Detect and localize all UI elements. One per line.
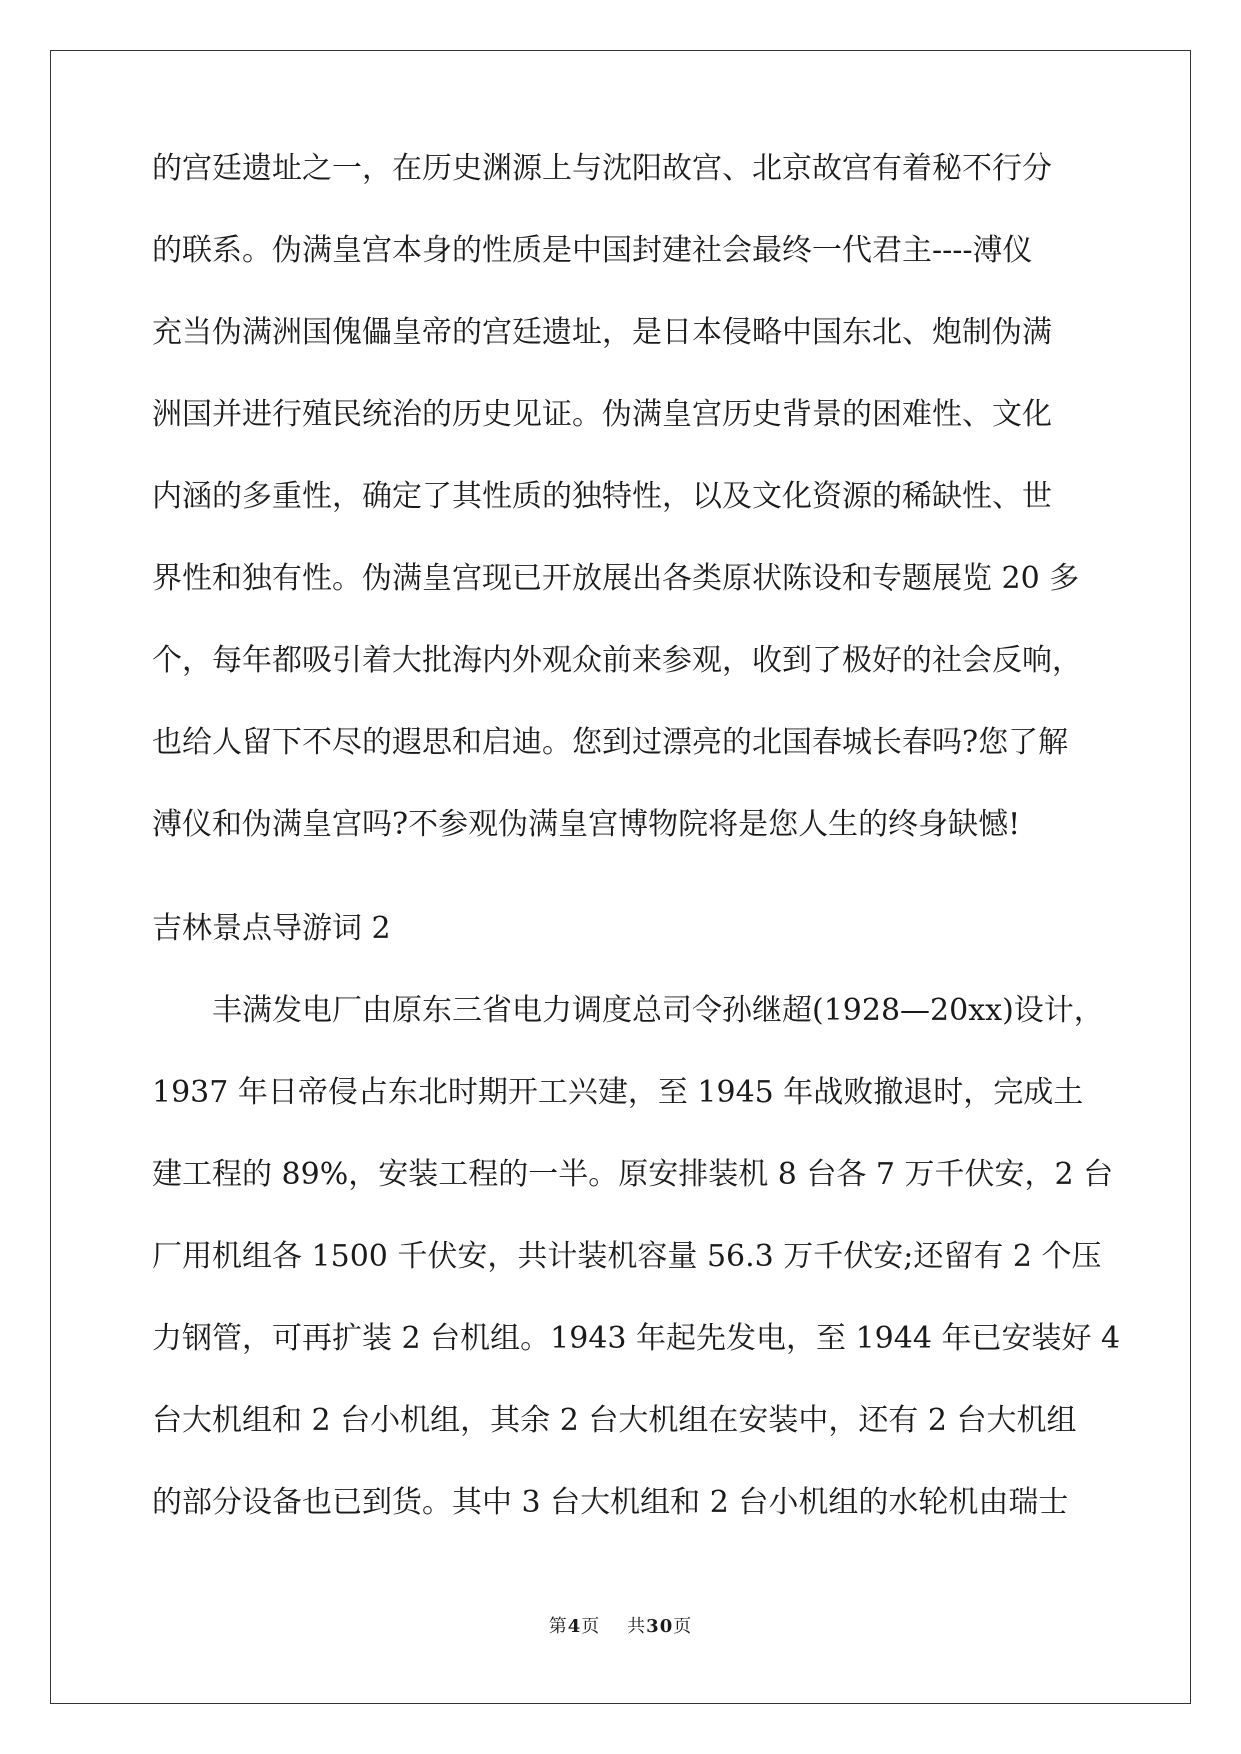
paragraph-line: 也给人留下不尽的遐思和启迪。您到过漂亮的北国春城长春吗?您了解 (152, 725, 1069, 760)
footer-total-prefix: 共 (627, 1616, 647, 1637)
paragraph-line: 内涵的多重性，确定了其性质的独特性，以及文化资源的稀缺性、世 (152, 479, 1052, 514)
paragraph-2 (152, 970, 1121, 1544)
paragraph-line: 力钢管，可再扩装 2 台机组。1943 年起先发电，至 1944 年已安装好 4 (152, 1321, 1121, 1356)
paragraph-line: 厂用机组各 1500 千伏安，共计装机容量 56.3 万千伏安;还留有 2 个压 (152, 1239, 1102, 1274)
current-page-number: 4 (567, 1616, 582, 1637)
paragraph-line: 界性和独有性。伪满皇宫现已开放展出各类原状陈设和专题展览 20 多 (152, 561, 1080, 596)
total-pages-number: 30 (646, 1616, 674, 1637)
footer-prefix: 第 (548, 1616, 568, 1637)
page-footer (0, 1612, 1241, 1638)
paragraph-line: 的联系。伪满皇宫本身的性质是中国封建社会最终一代君主----溥仪 (152, 233, 1033, 268)
paragraph-line: 丰满发电厂由原东三省电力调度总司令孙继超(1928—20xx)设计， (152, 993, 1104, 1028)
footer-page-word: 页 (581, 1616, 601, 1637)
paragraph-line: 个，每年都吸引着大批海内外观众前来参观，收到了极好的社会反响， (152, 643, 1082, 678)
paragraph-line: 建工程的 89%，安装工程的一半。原安排装机 8 台各 7 万千伏安，2 台 (152, 1157, 1114, 1192)
paragraph-line: 台大机组和 2 台小机组，其余 2 台大机组在安装中，还有 2 台大机组 (152, 1403, 1077, 1438)
section-heading: 吉林景点导游词 2 (152, 911, 391, 946)
paragraph-line: 的宫廷遗址之一，在历史渊源上与沈阳故宫、北京故宫有着秘不行分 (152, 151, 1052, 186)
paragraph-line: 溥仪和伪满皇宫吗?不参观伪满皇宫博物院将是您人生的终身缺憾! (152, 807, 1021, 842)
paragraph-line: 的部分设备也已到货。其中 3 台大机组和 2 台小机组的水轮机由瑞士 (152, 1485, 1069, 1520)
footer-total-suffix: 页 (673, 1616, 693, 1637)
paragraph-line: 充当伪满洲国傀儡皇帝的宫廷遗址，是日本侵略中国东北、炮制伪满 (152, 315, 1052, 350)
paragraph-1 (152, 128, 1112, 866)
paragraph-line: 1937 年日帝侵占东北时期开工兴建，至 1945 年战败撤退时，完成土 (152, 1075, 1084, 1110)
paragraph-line: 洲国并进行殖民统治的历史见证。伪满皇宫历史背景的困难性、文化 (152, 397, 1052, 432)
